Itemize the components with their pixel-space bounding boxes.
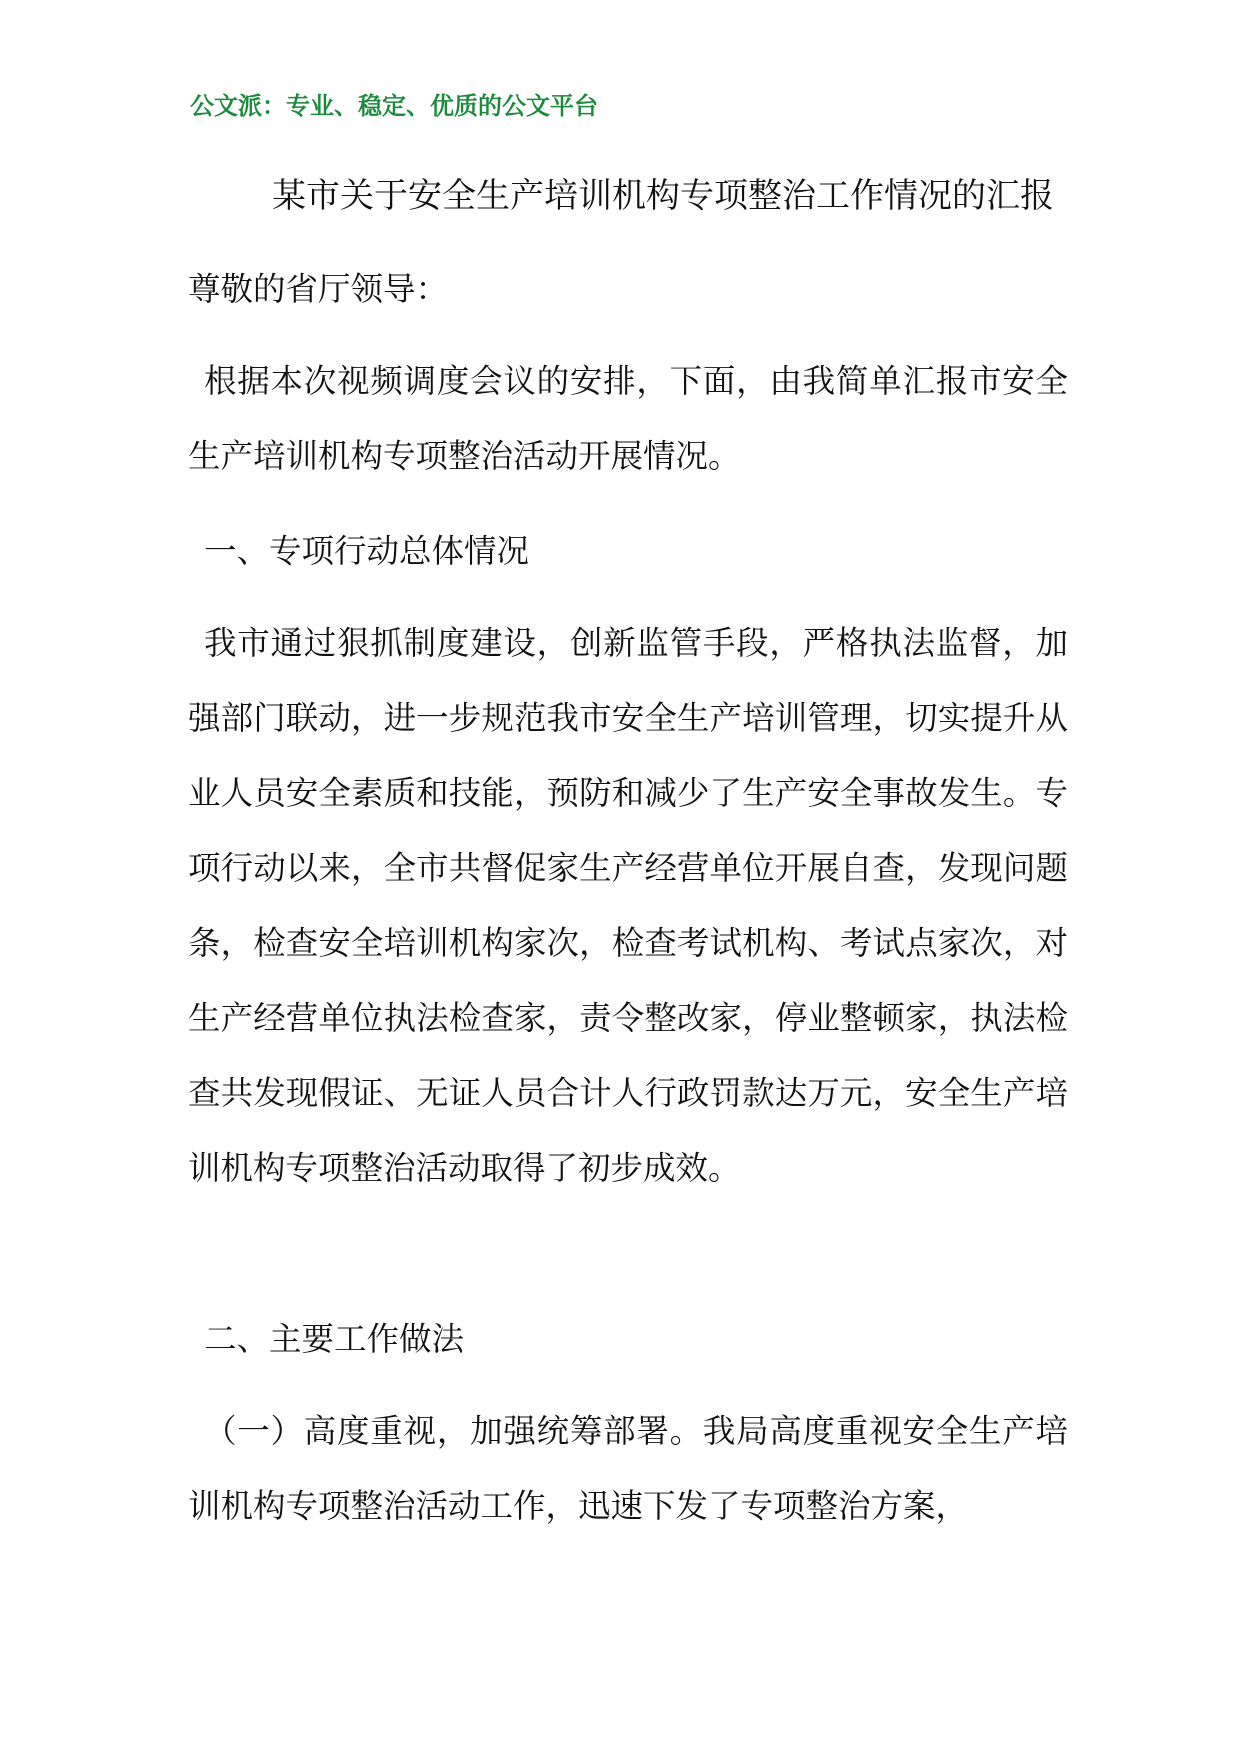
intro-paragraph: 根据本次视频调度会议的安排，下面，由我简单汇报市安全生产培训机构专项整治活动开展情况。	[188, 362, 1068, 475]
section-two-heading: 二、主要工作做法	[204, 1320, 465, 1358]
header-banner: 公文派：专业、稳定、优质的公文平台	[190, 92, 598, 120]
document-title: 某市关于安全生产培训机构专项整治工作情况的汇报	[272, 176, 1054, 216]
section-two-item-one: （一）高度重视，加强统筹部署。我局高度重视安全生产培训机构专项整治活动工作，迅速下发了专项整治方案，	[188, 1412, 1068, 1525]
section-one-heading: 一、专项行动总体情况	[204, 532, 530, 570]
section-one-paragraph: 我市通过狠抓制度建设，创新监管手段，严格执法监督，加强部门联动，进一步规范我市安全生产培训管理，切实提升从业人员安全素质和技能，预防和减少了生产安全事故发生。专项行动以来，全市共督促家生产经营单位开展自查，发现问题条，检查安全培训机构家次，检查考试机构、考试点家次，对生产经营单位执法检查家，责令整改家，停业整顿家，执法检查共发现假证、无证人员合计人行政罚款达万元，安全生产培训机构专项整治活动取得了初步成效。	[188, 624, 1068, 1187]
salutation: 尊敬的省厅领导：	[188, 270, 449, 308]
